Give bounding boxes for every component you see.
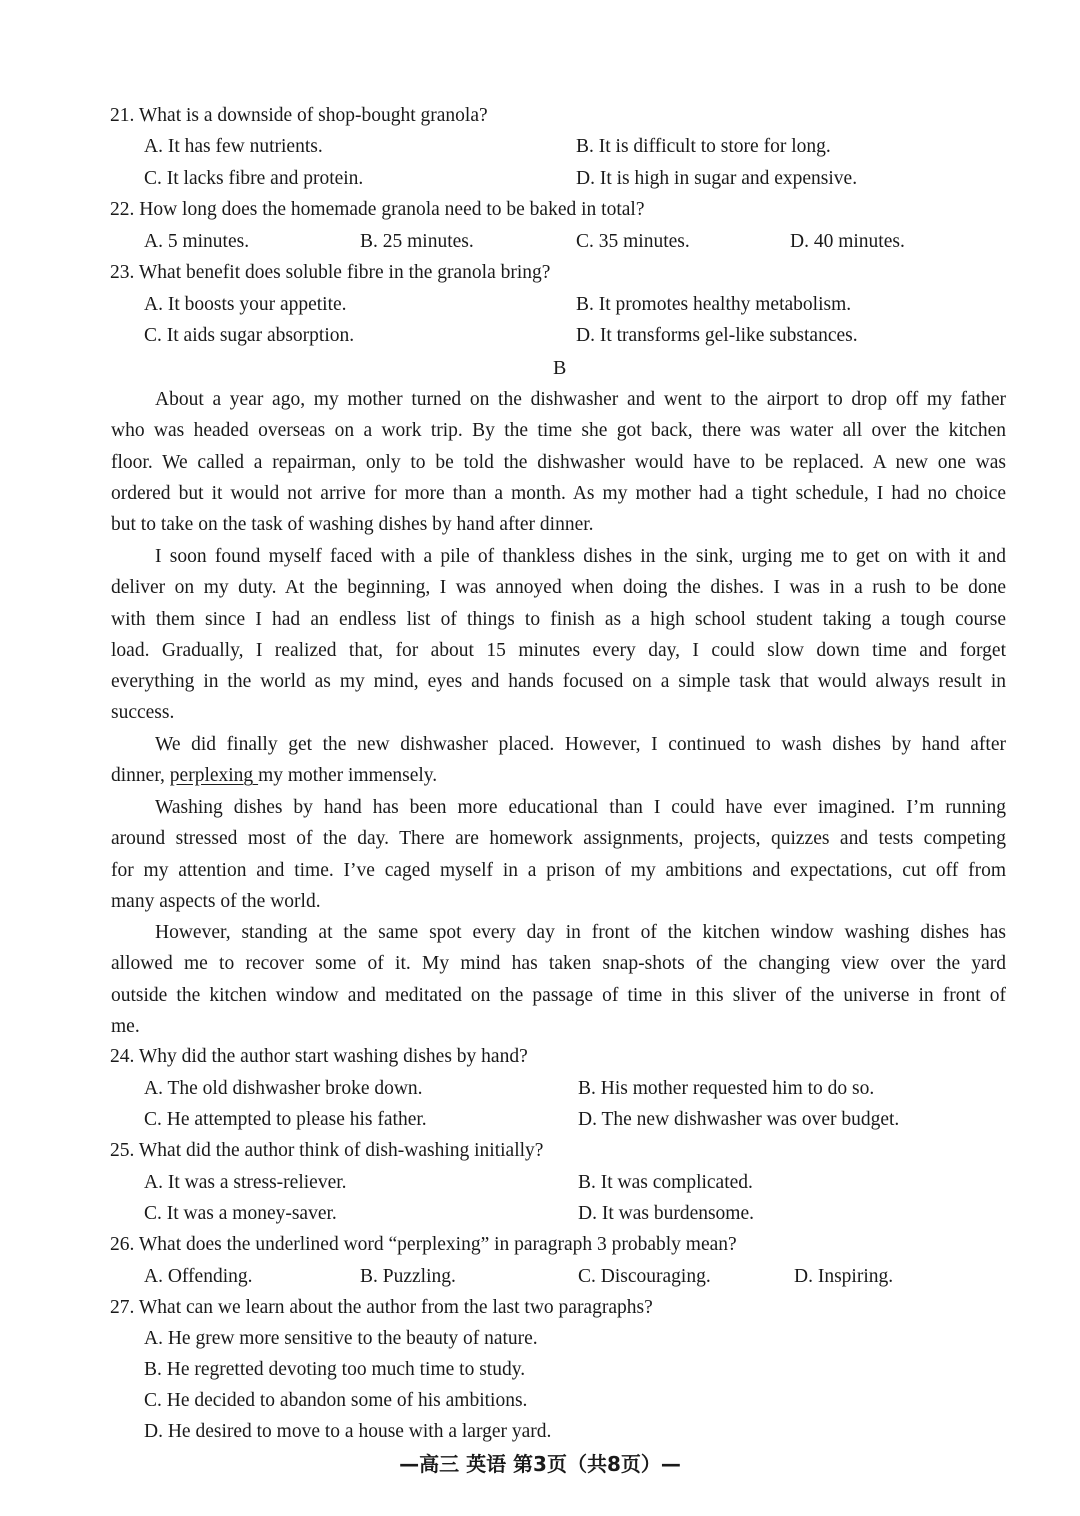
question-27-option-b: B. He regretted devoting too much time to study. [144, 1359, 526, 1380]
question-23-option-d: D. It transforms gel-like substances. [576, 325, 858, 346]
question-21-option-c: C. It lacks fibre and protein. [144, 168, 364, 189]
passage-paragraph-3 [111, 729, 1006, 792]
paragraph-2-line: I soon found myself faced with a pile of thankless dishes in the sink, urging me to get on with it and [155, 546, 1006, 567]
paragraph-3-text-before: dinner, [111, 765, 170, 787]
paragraph-1-line: About a year ago, my mother turned on the dishwasher and went to the airport to drop off my father [155, 389, 1006, 410]
question-24-option-d: D. The new dishwasher was over budget. [578, 1109, 900, 1130]
paragraph-4-line: for my attention and time. I’ve caged myself in a prison of my ambitions and expectations, cut off from [111, 859, 1006, 881]
question-22-option-a: A. 5 minutes. [144, 231, 250, 252]
paragraph-1-line: who was headed overseas on a work trip. By the time she got back, there was water all over the kitchen [111, 420, 1006, 442]
question-26-option-c: C. Discouraging. [578, 1266, 711, 1287]
paragraph-5-line: allowed me to recover some of it. My mind has taken snap-shots of the changing view over the yard [111, 953, 1006, 975]
section-b-heading: B [553, 357, 567, 379]
paragraph-2-line: load. Gradually, I realized that, for about 15 minutes every day, I could slow down time and forget [111, 639, 1006, 661]
question-21-option-d: D. It is high in sugar and expensive. [576, 168, 858, 189]
question-23-option-b: B. It promotes healthy metabolism. [576, 294, 852, 315]
paragraph-3-line [111, 760, 1006, 791]
question-25-option-a: A. It was a stress-reliever. [144, 1172, 347, 1193]
question-21-option-b: B. It is difficult to store for long. [576, 136, 831, 157]
question-27-stem: 27. What can we learn about the author from the last two paragraphs? [110, 1297, 653, 1318]
paragraph-2-line: success. [111, 702, 175, 724]
page-footer: —高三 英语 第3页（共8页）— [399, 1452, 681, 1476]
question-22-option-d: D. 40 minutes. [790, 231, 905, 252]
question-23-stem: 23. What benefit does soluble fibre in the granola bring? [110, 262, 551, 283]
question-27-option-c: C. He decided to abandon some of his ambitions. [144, 1390, 528, 1411]
paragraph-3-text-after: my mother immensely. [258, 765, 438, 787]
passage-paragraph-4 [111, 792, 1006, 917]
question-27-option-a: A. He grew more sensitive to the beauty of nature. [144, 1328, 538, 1349]
question-21-stem: 21. What is a downside of shop-bought granola? [110, 105, 488, 126]
question-23-option-a: A. It boosts your appetite. [144, 294, 347, 315]
paragraph-1-line: but to take on the task of washing dishes by hand after dinner. [111, 514, 594, 536]
passage-paragraph-1 [111, 384, 1006, 540]
underlined-word-perplexing: perplexing [169, 765, 259, 787]
question-24-option-b: B. His mother requested him to do so. [578, 1078, 875, 1099]
question-24-option-a: A. The old dishwasher broke down. [144, 1078, 423, 1099]
paragraph-3-line: We did finally get the new dishwasher placed. However, I continued to wash dishes by hand after [155, 734, 1006, 755]
question-21-option-a: A. It has few nutrients. [144, 136, 323, 157]
paragraph-2-line: everything in the world as my mind, eyes and hands focused on a simple task that would always result in [111, 671, 1006, 693]
paragraph-4-line: Washing dishes by hand has been more educational than I could have ever imagined. I’m running [155, 797, 1006, 818]
paragraph-4-line: many aspects of the world. [111, 890, 321, 912]
passage-paragraph-5 [111, 917, 1006, 1042]
question-26-option-b: B. Puzzling. [360, 1266, 456, 1287]
question-26-option-a: A. Offending. [144, 1266, 253, 1287]
paragraph-2-line: deliver on my duty. At the beginning, I was annoyed when doing the dishes. I was in a rush to be done [111, 577, 1006, 599]
question-24-option-c: C. He attempted to please his father. [144, 1109, 427, 1130]
question-25-stem: 25. What did the author think of dish-washing initially? [110, 1140, 544, 1161]
question-25-option-b: B. It was complicated. [578, 1172, 753, 1193]
question-23-option-c: C. It aids sugar absorption. [144, 325, 355, 346]
question-26-stem: 26. What does the underlined word “perplexing” in paragraph 3 probably mean? [110, 1234, 737, 1255]
question-22-option-c: C. 35 minutes. [576, 231, 690, 252]
paragraph-5-line: me. [111, 1015, 140, 1037]
paragraph-4-line: around stressed most of the day. There are homework assignments, projects, quizzes and tests competing [111, 828, 1006, 850]
paragraph-5-line: However, standing at the same spot every day in front of the kitchen window washing dishes has [155, 922, 1006, 943]
question-25-option-c: C. It was a money-saver. [144, 1203, 337, 1224]
question-24-stem: 24. Why did the author start washing dishes by hand? [110, 1046, 528, 1067]
question-27-option-d: D. He desired to move to a house with a larger yard. [144, 1421, 552, 1442]
paragraph-2-line: with them since I had an endless list of things to finish as a high school student taking a tough course [111, 608, 1006, 630]
paragraph-1-line: floor. We called a repairman, only to be told the dishwasher would have to be replaced. A new one was [111, 451, 1006, 473]
question-22-stem: 22. How long does the homemade granola need to be baked in total? [110, 199, 645, 220]
paragraph-5-line: outside the kitchen window and meditated on the passage of time in this sliver of the universe in front of [111, 984, 1006, 1006]
question-25-option-d: D. It was burdensome. [578, 1203, 755, 1224]
passage-paragraph-2 [111, 541, 1006, 729]
question-26-option-d: D. Inspiring. [794, 1266, 894, 1287]
question-22-option-b: B. 25 minutes. [360, 231, 474, 252]
paragraph-1-line: ordered but it would not arrive for more than a month. As my mother had a tight schedule, I had no choice [111, 482, 1006, 504]
